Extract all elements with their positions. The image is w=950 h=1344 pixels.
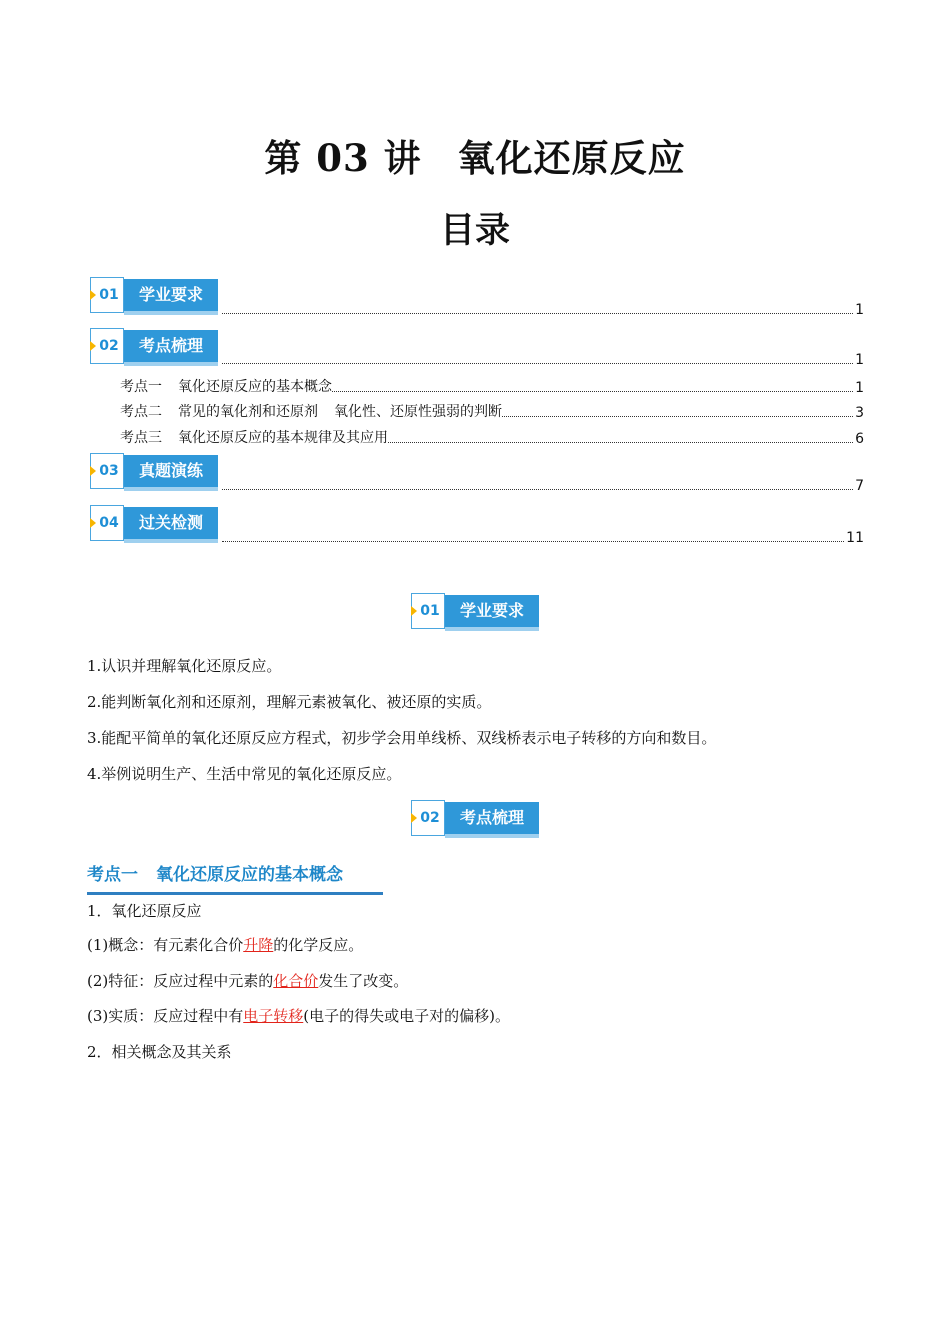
toc-entry-04[interactable] bbox=[222, 530, 864, 546]
requirement-item-1: 1.认识并理解氧化还原反应。 bbox=[87, 657, 282, 675]
requirement-item-3: 3.能配平简单的氧化还原反应方程式，初步学会用单线桥、双线桥表示电子转移的方向和数目。 bbox=[87, 729, 717, 747]
badge-number: 02 bbox=[90, 328, 124, 364]
concept-suffix: 的化学反应。 bbox=[273, 936, 364, 954]
subentry-text-2: 氧化性、还原性强弱的判断 bbox=[334, 404, 502, 420]
subentry-tag: 考点一 bbox=[120, 379, 162, 395]
subentry-tag: 考点二 bbox=[120, 404, 162, 420]
dot-leader bbox=[222, 312, 853, 314]
essence-suffix: (电子的得失或电子对的偏移)。 bbox=[303, 1007, 510, 1025]
essence-line bbox=[87, 1005, 510, 1026]
subentry-text: 常见的氧化剂和还原剂 bbox=[178, 404, 318, 420]
essence-prefix: (3)实质：反应过程中有 bbox=[87, 1007, 244, 1025]
page-title bbox=[0, 128, 950, 182]
toc-page-number: 3 bbox=[855, 405, 864, 421]
toc-subentry-1[interactable] bbox=[120, 376, 864, 396]
toc-subentry-2[interactable] bbox=[120, 401, 864, 421]
badge-label: 考点梳理 bbox=[124, 330, 218, 362]
toc-entry-01[interactable] bbox=[222, 302, 864, 318]
concept-prefix: (1)概念：有元素化合价 bbox=[87, 936, 244, 954]
subentry-text: 氧化还原反应的基本概念 bbox=[178, 379, 332, 395]
section-heading bbox=[87, 860, 343, 885]
toc-page-number: 1 bbox=[855, 380, 864, 396]
item-heading-2: 2．相关概念及其关系 bbox=[87, 1043, 232, 1061]
feature-keyword: 化合价 bbox=[273, 972, 319, 990]
badge-label: 学业要求 bbox=[124, 279, 218, 311]
dot-leader bbox=[222, 362, 853, 364]
toc-page-number: 1 bbox=[855, 302, 864, 318]
concept-line bbox=[87, 934, 363, 955]
badge-label: 过关检测 bbox=[124, 507, 218, 539]
subentry-text: 氧化还原反应的基本规律及其应用 bbox=[178, 430, 388, 446]
badge-label: 真题演练 bbox=[124, 455, 218, 487]
feature-suffix: 发生了改变。 bbox=[318, 972, 409, 990]
dot-leader bbox=[502, 415, 853, 417]
requirement-item-2: 2.能判断氧化剂和还原剂，理解元素被氧化、被还原的实质。 bbox=[87, 693, 492, 711]
toc-title: 目录 bbox=[439, 210, 510, 251]
toc-subentry-3[interactable] bbox=[120, 427, 864, 447]
toc-page-number: 7 bbox=[855, 478, 864, 494]
lecture-number: 第 03 讲 bbox=[264, 136, 422, 180]
badge-label: 学业要求 bbox=[445, 595, 539, 627]
dot-leader bbox=[222, 540, 844, 542]
toc-page-number: 11 bbox=[846, 530, 864, 546]
badge-number: 01 bbox=[411, 593, 445, 629]
concept-keyword: 升降 bbox=[243, 936, 274, 954]
dot-leader bbox=[222, 488, 853, 490]
toc-page-number: 1 bbox=[855, 352, 864, 368]
badge-number: 02 bbox=[411, 800, 445, 836]
essence-keyword: 电子转移 bbox=[243, 1007, 304, 1025]
section-heading-text: 氧化还原反应的基本概念 bbox=[156, 865, 343, 885]
section-heading-underline bbox=[87, 892, 383, 895]
item-heading-1: 1．氧化还原反应 bbox=[87, 902, 202, 920]
feature-prefix: (2)特征：反应过程中元素的 bbox=[87, 972, 274, 990]
requirement-item-4: 4.举例说明生产、生活中常见的氧化还原反应。 bbox=[87, 765, 402, 783]
dot-leader bbox=[388, 441, 853, 443]
subentry-tag: 考点三 bbox=[120, 430, 162, 446]
badge-number: 01 bbox=[90, 277, 124, 313]
feature-line bbox=[87, 970, 408, 991]
lecture-topic: 氧化还原反应 bbox=[457, 136, 686, 180]
badge-number: 03 bbox=[90, 453, 124, 489]
badge-number: 04 bbox=[90, 505, 124, 541]
toc-entry-02[interactable] bbox=[222, 352, 864, 368]
toc-entry-03[interactable] bbox=[222, 478, 864, 494]
toc-page-number: 6 bbox=[855, 431, 864, 447]
section-heading-tag: 考点一 bbox=[87, 865, 138, 885]
dot-leader bbox=[332, 390, 853, 392]
badge-label: 考点梳理 bbox=[445, 802, 539, 834]
